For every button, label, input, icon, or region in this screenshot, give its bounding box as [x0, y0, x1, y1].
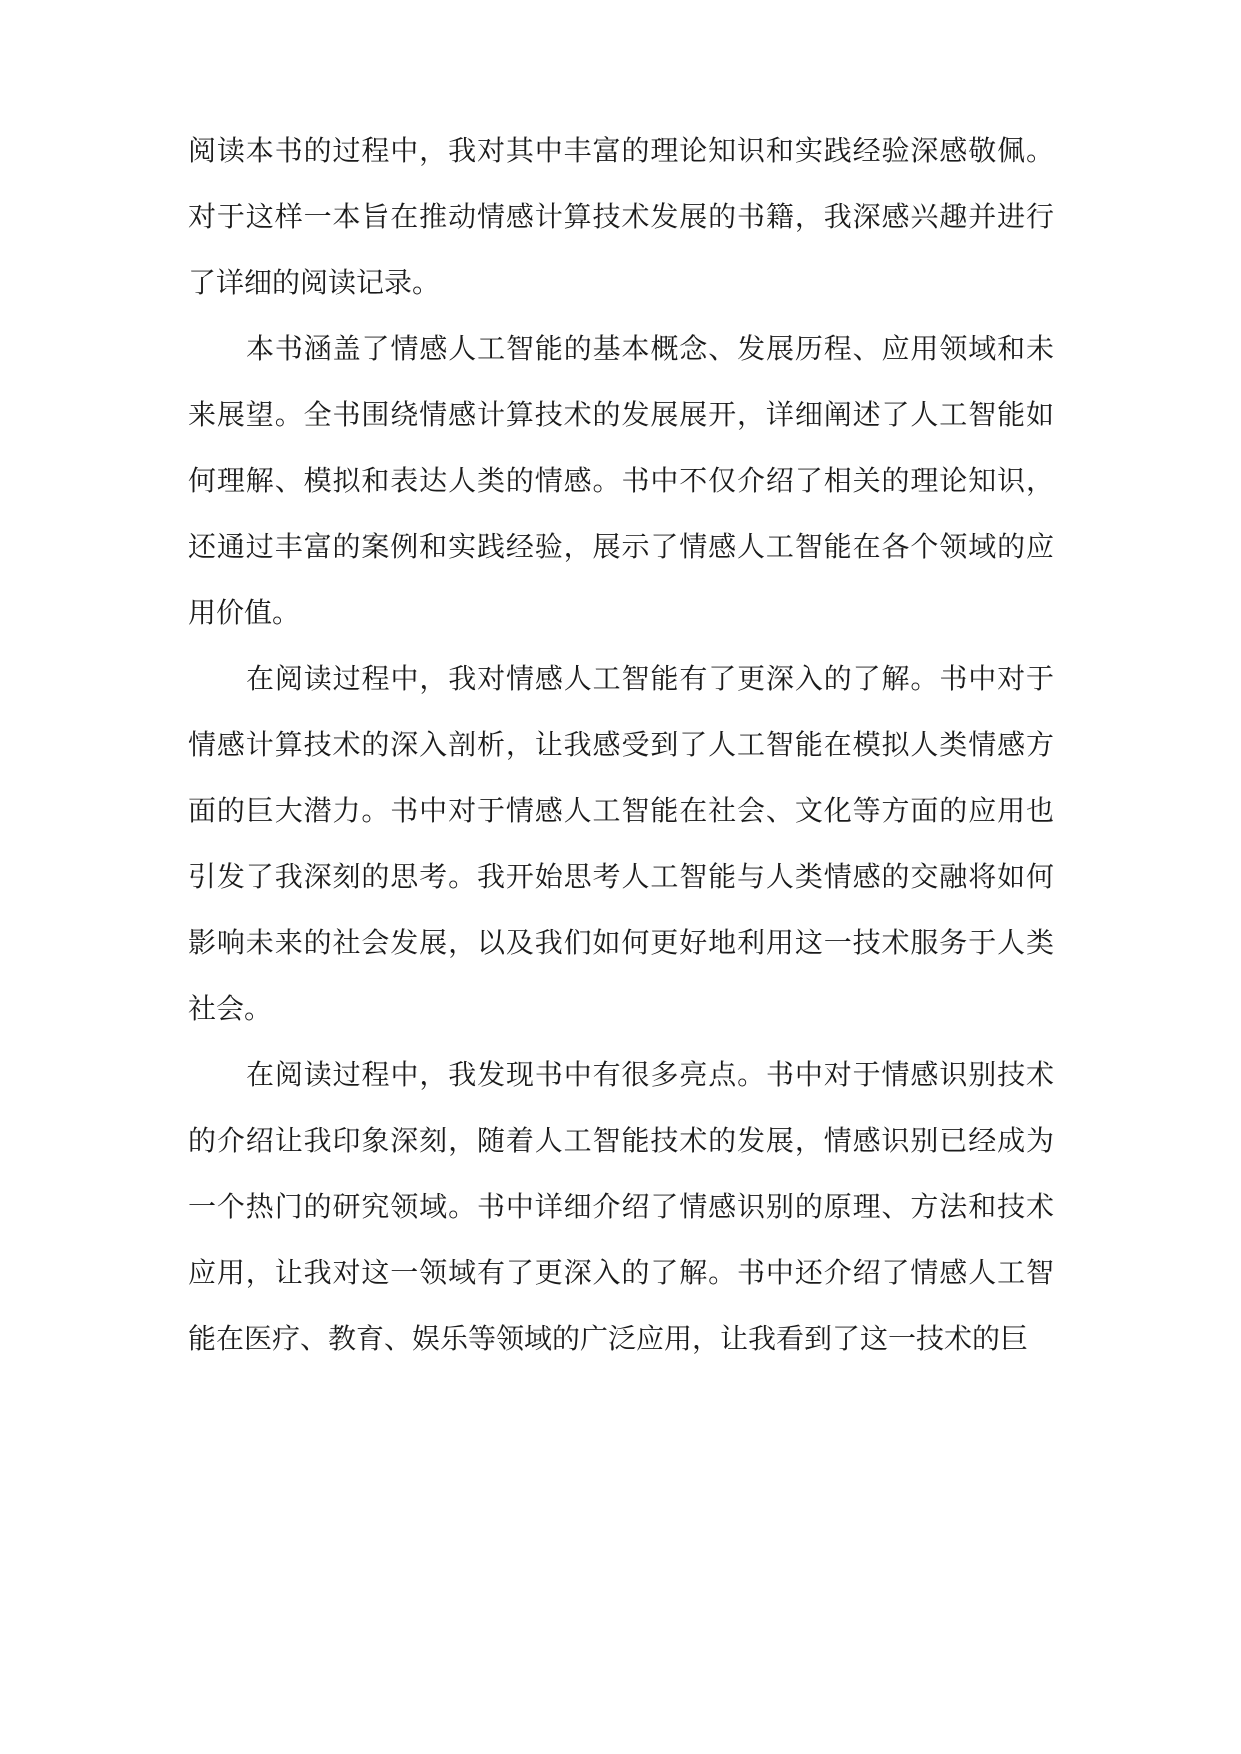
paragraph-4: 在阅读过程中，我发现书中有很多亮点。书中对于情感识别技术的介绍让我印象深刻，随着人工智能技术的发展，情感识别已经成为一个热门的研究领域。书中详细介绍了情感识别的原理、方法和技术应用，让我对这一领域有了更深入的了解。书中还介绍了情感人工智能在医疗、教育、娱乐等领域的广泛应用，让我看到了这一技术的巨: [188, 1058, 1054, 1355]
body-text: [188, 118, 1054, 1372]
paragraph-2: 本书涵盖了情感人工智能的基本概念、发展历程、应用领域和未来展望。全书围绕情感计算技术的发展展开，详细阐述了人工智能如何理解、模拟和表达人类的情感。书中不仅介绍了相关的理论知识，还通过丰富的案例和实践经验，展示了情感人工智能在各个领域的应用价值。: [188, 332, 1054, 629]
paragraph-1: 阅读本书的过程中，我对其中丰富的理论知识和实践经验深感敬佩。对于这样一本旨在推动情感计算技术发展的书籍，我深感兴趣并进行了详细的阅读记录。: [188, 134, 1054, 299]
paragraph-3: 在阅读过程中，我对情感人工智能有了更深入的了解。书中对于情感计算技术的深入剖析，让我感受到了人工智能在模拟人类情感方面的巨大潜力。书中对于情感人工智能在社会、文化等方面的应用也引发了我深刻的思考。我开始思考人工智能与人类情感的交融将如何影响未来的社会发展，以及我们如何更好地利用这一技术服务于人类社会。: [188, 662, 1054, 1025]
